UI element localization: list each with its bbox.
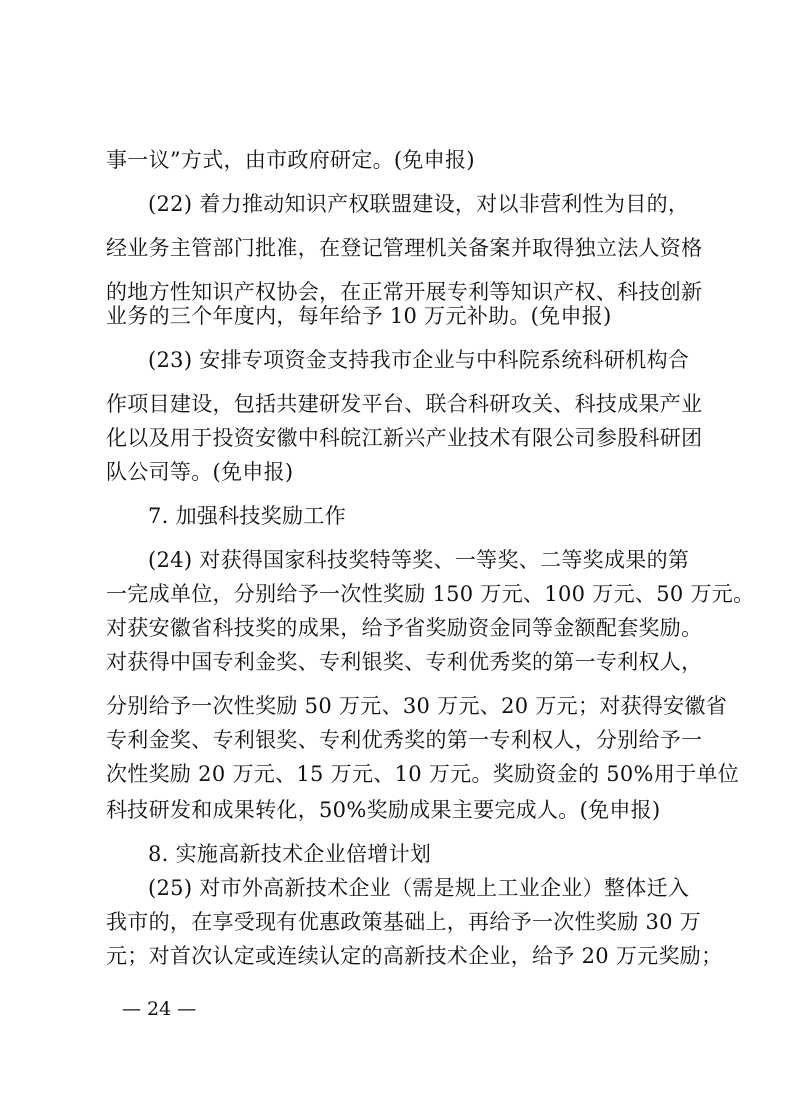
paragraph-line: 科技研发和成果转化，50%奖励成果主要完成人。(免申报): [106, 798, 661, 822]
paragraph-line: (25) 对市外高新技术企业（需是规上工业企业）整体迁入: [148, 876, 690, 900]
paragraph-line: 对获得中国专利金奖、专利银奖、专利优秀奖的第一专利权人，: [106, 650, 703, 674]
paragraph-line: 次性奖励 20 万元、15 万元、10 万元。奖励资金的 50%用于单位: [106, 762, 740, 786]
section-heading: 7. 加强科技奖励工作: [148, 504, 347, 528]
paragraph-line: (24) 对获得国家科技奖特等奖、一等奖、二等奖成果的第: [148, 548, 690, 572]
paragraph-line: (23) 安排专项资金支持我市企业与中科院系统科研机构合: [148, 348, 690, 372]
paragraph-line: 作项目建设，包括共建研发平台、联合科研攻关、科技成果产业: [106, 392, 703, 416]
paragraph-line: 元；对首次认定或连续认定的高新技术企业，给予 20 万元奖励；: [106, 944, 723, 968]
paragraph-line: 我市的，在享受现有优惠政策基础上，再给予一次性奖励 30 万: [106, 910, 702, 934]
paragraph-line: 业务的三个年度内，每年给予 10 万元补助。(免申报): [106, 304, 612, 328]
paragraph-line: 队公司等。(免申报): [106, 460, 294, 484]
paragraph-line: 经业务主管部门批准，在登记管理机关备案并取得独立法人资格: [106, 236, 703, 260]
page-number: — 24 —: [122, 998, 197, 1020]
paragraph-line: 专利金奖、专利银奖、专利优秀奖的第一专利权人，分别给予一: [106, 728, 703, 752]
paragraph-line: 的地方性知识产权协会，在正常开展专利等知识产权、科技创新: [106, 280, 703, 304]
paragraph-line: 对获安徽省科技奖的成果，给予省奖励资金同等金额配套奖励。: [106, 616, 703, 640]
section-heading: 8. 实施高新技术企业倍增计划: [148, 842, 432, 866]
paragraph-line: (22) 着力推动知识产权联盟建设，对以非营利性为目的，: [148, 192, 690, 216]
paragraph-line: 事一议”方式，由市政府研定。(免申报): [106, 148, 475, 172]
paragraph-line: 化以及用于投资安徽中科皖江新兴产业技术有限公司参股科研团: [106, 426, 703, 450]
paragraph-line: 一完成单位，分别给予一次性奖励 150 万元、100 万元、50 万元。: [106, 582, 755, 606]
paragraph-line: 分别给予一次性奖励 50 万元、30 万元、20 万元；对获得安徽省: [106, 694, 728, 718]
